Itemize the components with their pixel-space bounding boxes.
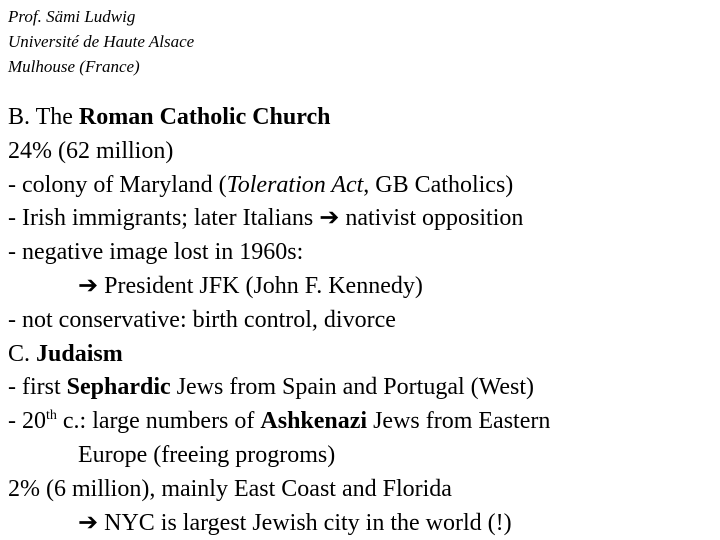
section-catholic-title: Roman Catholic Church bbox=[78, 104, 331, 130]
author-university: Université de Haute Alsace bbox=[8, 32, 195, 51]
arrow-icon: ➔ bbox=[78, 272, 99, 299]
section-catholic-heading: B. The Roman Catholic Church bbox=[8, 104, 331, 130]
judaism-bullet-ashkenazi: - 20th c.: large numbers of Ashkenazi Jews from Eastern bbox=[8, 408, 551, 435]
arrow-icon: ➔ bbox=[78, 509, 99, 536]
catholic-bullet-conservative: - not conservative: birth control, divorce bbox=[8, 306, 396, 333]
judaism-bullet-sephardic: - first Sephardic Jews from Spain and Portugal (West) bbox=[8, 374, 535, 401]
author-header bbox=[8, 4, 194, 79]
author-name: Prof. Sämi Ludwig bbox=[8, 7, 136, 26]
catholic-stats: 24% (62 million) bbox=[8, 137, 174, 164]
section-judaism-heading: C. Judaism bbox=[8, 340, 123, 367]
judaism-conclusion: ➔ NYC is largest Jewish city in the world (!) bbox=[78, 509, 512, 536]
arrow-icon: ➔ bbox=[319, 205, 340, 232]
catholic-bullet-jfk: ➔ President JFK (John F. Kennedy) bbox=[78, 272, 423, 299]
catholic-bullet-maryland: - colony of Maryland (Toleration Act, GB Catholics) bbox=[8, 171, 514, 198]
slide-body bbox=[8, 101, 714, 540]
catholic-bullet-image: - negative image lost in 1960s: bbox=[8, 239, 304, 266]
section-judaism-title: Judaism bbox=[36, 340, 123, 367]
judaism-bullet-ashkenazi-cont: Europe (freeing progroms) bbox=[78, 441, 336, 468]
judaism-stats: 2% (6 million), mainly East Coast and Florida bbox=[8, 475, 452, 502]
toleration-act: Toleration Act bbox=[226, 171, 364, 198]
catholic-bullet-immigrants: - Irish immigrants; later Italians ➔ nativist opposition bbox=[8, 205, 524, 232]
author-city: Mulhouse (France) bbox=[8, 57, 140, 76]
